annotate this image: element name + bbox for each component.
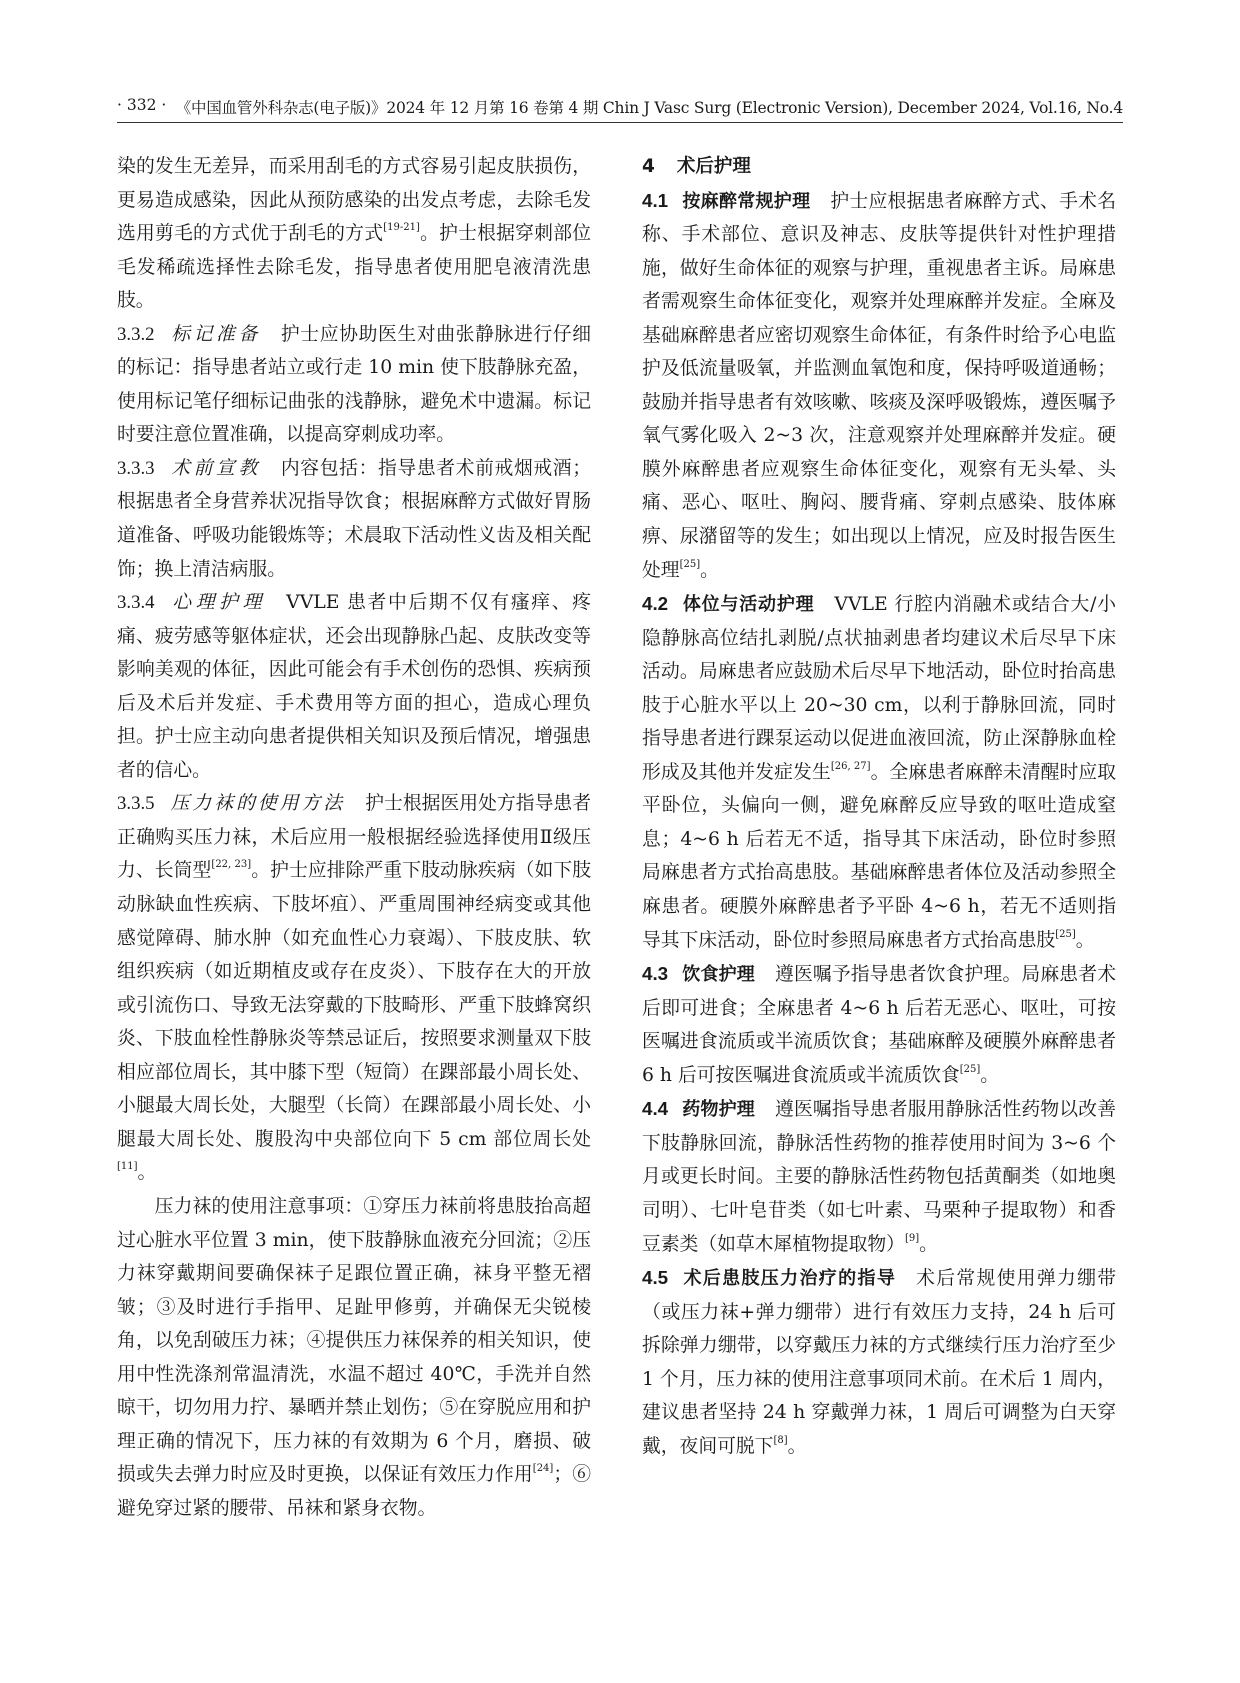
citation: [19-21]	[383, 222, 420, 234]
section-text: 。	[1075, 929, 1095, 951]
section-number: 4.3	[642, 963, 669, 985]
section-heading: 饮食护理	[682, 964, 755, 986]
section-heading: 压力袜的使用方法	[170, 793, 346, 815]
section-number: 4.4	[642, 1098, 669, 1120]
citation: [11]	[117, 1161, 138, 1173]
section-4-4	[642, 1092, 1116, 1261]
section-4-3	[642, 957, 1116, 1092]
section-3-3-5	[117, 787, 591, 1190]
section-heading: 按麻醉常规护理	[682, 190, 811, 212]
section-number: 4.5	[642, 1267, 669, 1289]
section-text: 护士应协助医生对曲张静脉进行仔细的标记：指导患者站立或行走 10 min 使下肢静脉充盈，使用标记笔仔细标记曲张的浅静脉，避免术中遗漏。标记时要注意位置准确，以提高穿刺成功率。	[117, 323, 591, 446]
running-header	[117, 92, 1123, 123]
citation: [25]	[679, 558, 701, 570]
section-heading: 体位与活动护理	[682, 594, 815, 616]
citation: [8]	[773, 1434, 788, 1446]
section-4-title	[642, 150, 1116, 184]
section-3-3-4	[117, 586, 591, 787]
section-text: 内容包括：指导患者术前戒烟戒酒；根据患者全身营养状况指导饮食；根据麻醉方式做好胃肠道准备、呼吸功能锻炼等；术晨取下活动性义齿及相关配饰；换上清洁病服。	[117, 457, 591, 580]
journal-citation: 《中国血管外科杂志(电子版)》2024 年 12 月第 16 卷第 4 期 Chin J Vasc Surg (Electronic Version), December 2024, Vol.16, No.4	[175, 99, 1123, 117]
section-heading: 药物护理	[682, 1099, 755, 1121]
section-4-1	[642, 184, 1116, 588]
section-4-5	[642, 1261, 1116, 1463]
paragraph-stocking-precautions	[117, 1190, 591, 1525]
section-number: 3.3.5	[117, 793, 155, 815]
paragraph-text: ；⑥避免穿过紧的腰带、吊袜和紧身衣物。	[117, 1464, 592, 1519]
section-heading: 术后患肢压力治疗的指导	[682, 1268, 897, 1290]
paragraph-text: 染的发生无差异，而采用刮毛的方式容易引起皮肤损伤，更易造成感染，因此从预防感染的出发点考虑，去除毛发选用剪毛的方式优于刮毛的方式	[117, 156, 591, 245]
citation: [9]	[904, 1232, 920, 1244]
section-text: 遵医嘱指导患者服用静脉活性药物以改善下肢静脉回流，静脉活性药物的推荐使用时间为 3~6 个月或更长时间。主要的静脉活性药物包括黄酮类（如地奥司明）、七叶皂苷类（如七叶素、马栗种子提取物）和香豆素类（如草木犀植物提取物）	[642, 1099, 1117, 1255]
section-text: 。护士应排除严重下肢动脉疾病（如下肢动脉缺血性疾病、下肢坏疽）、严重周围神经病变或其他感觉障碍、肺水肿（如充血性心力衰竭）、下肢皮肤、软组织疾病（如近期植皮或存在皮炎）、下肢存在大的开放或引流伤口、导致无法穿戴的下肢畸形、严重下肢蜂窝织炎、下肢血栓性静脉炎等禁忌证后，按照要求测量双下肢相应部位周长，其中膝下型（短筒）在踝部最小周长处、小腿最大周长处，大腿型（长筒）在踝部最小周长处、小腿最大周长处、腹股沟中央部位向下 5 cm 部位周长处	[117, 860, 592, 1150]
citation: [25]	[959, 1063, 981, 1075]
section-heading: 术后护理	[676, 156, 751, 177]
left-column	[117, 150, 591, 1525]
section-text: 护士应根据患者麻醉方式、手术名称、手术部位、意识及神志、皮肤等提供针对性护理措施，做好生命体征的观察与护理，重视患者主诉。局麻患者需观察生命体征变化，观察并处理麻醉并发症。全麻及基础麻醉患者应密切观察生命体征，有条件时给予心电监护及低流量吸氧，并监测血氧饱和度，保持呼吸道通畅；鼓励并指导患者有效咳嗽、咳痰及深呼吸锻炼，遵医嘱予氧气雾化吸入 2~3 次，注意观察并处理麻醉并发症。硬膜外麻醉患者应观察生命体征变化，观察有无头晕、头痛、恶心、呕吐、胸闷、腰背痛、穿刺点感染、肢体麻痹、尿潴留等的发生；如出现以上情况，应及时报告医生处理	[642, 190, 1117, 581]
section-number: 4.2	[642, 593, 669, 615]
section-text: 遵医嘱予指导患者饮食护理。局麻患者术后即可进食；全麻患者 4~6 h 后若无恶心、呕吐，可按医嘱进食流质或半流质饮食；基础麻醉及硬膜外麻醉患者 6 h 后可按医嘱进食流质或半流质饮食	[642, 964, 1117, 1086]
section-3-3-2	[117, 318, 591, 452]
citation: [22, 23]	[211, 859, 252, 871]
section-text: VVLE 患者中后期不仅有瘙痒、疼痛、疲劳感等躯体症状，还会出现静脉凸起、皮肤改变等影响美观的体征，因此可能会有手术创伤的恐惧、疾病预后及术后并发症、手术费用等方面的担心，造成心理负担。护士应主动向患者提供相关知识及预后情况，增强患者的信心。	[117, 592, 592, 781]
section-text: 。	[787, 1435, 807, 1457]
citation: [26, 27]	[830, 760, 871, 772]
section-text: VVLE 行腔内消融术或结合大/小隐静脉高位结扎剥脱/点状抽剥患者均建议术后尽早下床活动。局麻患者应鼓励术后尽早下地活动，卧位时抬高患肢于心脏水平以上 20~30 cm，以利于静脉回流，同时指导患者进行踝泵运动以促进血液回流，防止深静脉血栓形成及其他并发症发生	[642, 594, 1117, 783]
citation: [24]	[532, 1463, 554, 1475]
section-number: 4.1	[642, 189, 669, 211]
section-heading: 标记准备	[170, 323, 261, 345]
paragraph-text: 压力袜的使用注意事项：①穿压力袜前将患肢抬高超过心脏水平位置 3 min，使下肢静脉血液充分回流；②压力袜穿戴期间要确保袜子足跟位置正确，袜身平整无褶皱；③及时进行手指甲、足趾甲修剪，并确保无尖锐棱角，以免刮破压力袜；④提供压力袜保养的相关知识，使用中性洗涤剂常温清洗，水温不超过 40℃，手洗并自然晾干，切勿用力拧、暴晒并禁止划伤；⑤在穿脱应用和护理正确的情况下，压力袜的有效期为 6 个月，磨损、破损或失去弹力时应及时更换，以保证有效压力作用	[117, 1195, 591, 1486]
section-number: 4	[642, 156, 655, 177]
section-text: 。	[700, 559, 719, 581]
paragraph-hair-removal	[117, 150, 591, 318]
section-text: 护士根据医用处方指导患者正确购买压力袜，术后应用一般根据经验选择使用Ⅱ级压力、长筒型	[117, 793, 592, 882]
section-3-3-3	[117, 452, 591, 586]
page-number: · 332 ·	[117, 96, 167, 114]
paragraph-text: 。护士根据穿刺部位毛发稀疏选择性去除毛发，指导患者使用肥皂液清洗患肢。	[117, 223, 591, 312]
section-number: 3.3.4	[117, 592, 155, 614]
section-heading: 心理护理	[170, 592, 267, 614]
section-heading: 术前宣教	[170, 457, 261, 479]
section-number: 3.3.2	[117, 323, 155, 345]
section-text: 。	[980, 1064, 1000, 1086]
citation: [25]	[1055, 928, 1076, 940]
section-number: 3.3.3	[117, 457, 155, 479]
section-text: 。全麻患者麻醉未清醒时应取平卧位，头偏向一侧，避免麻醉反应导致的呕吐造成窒息；4~6 h 后若无不适，指导其下床活动，卧位时参照局麻患者方式抬高患肢。基础麻醉患者体位及活动参照全麻患者。硬膜外麻醉患者予平卧 4~6 h，若无不适则指导其下床活动，卧位时参照局麻患者方式抬高患肢	[642, 761, 1117, 951]
section-text: 。	[137, 1162, 157, 1184]
section-text: 术后常规使用弹力绷带（或压力袜+弹力绷带）进行有效压力支持，24 h 后可拆除弹力绷带，以穿戴压力袜的方式继续行压力治疗至少 1 个月，压力袜的使用注意事项同术前。在术后 1 周内，建议患者坚持 24 h 穿戴弹力袜，1 周后可调整为白天穿戴，夜间可脱下	[642, 1268, 1117, 1457]
section-4-2	[642, 587, 1116, 957]
section-text: 。	[919, 1233, 938, 1255]
right-column	[642, 150, 1116, 1463]
